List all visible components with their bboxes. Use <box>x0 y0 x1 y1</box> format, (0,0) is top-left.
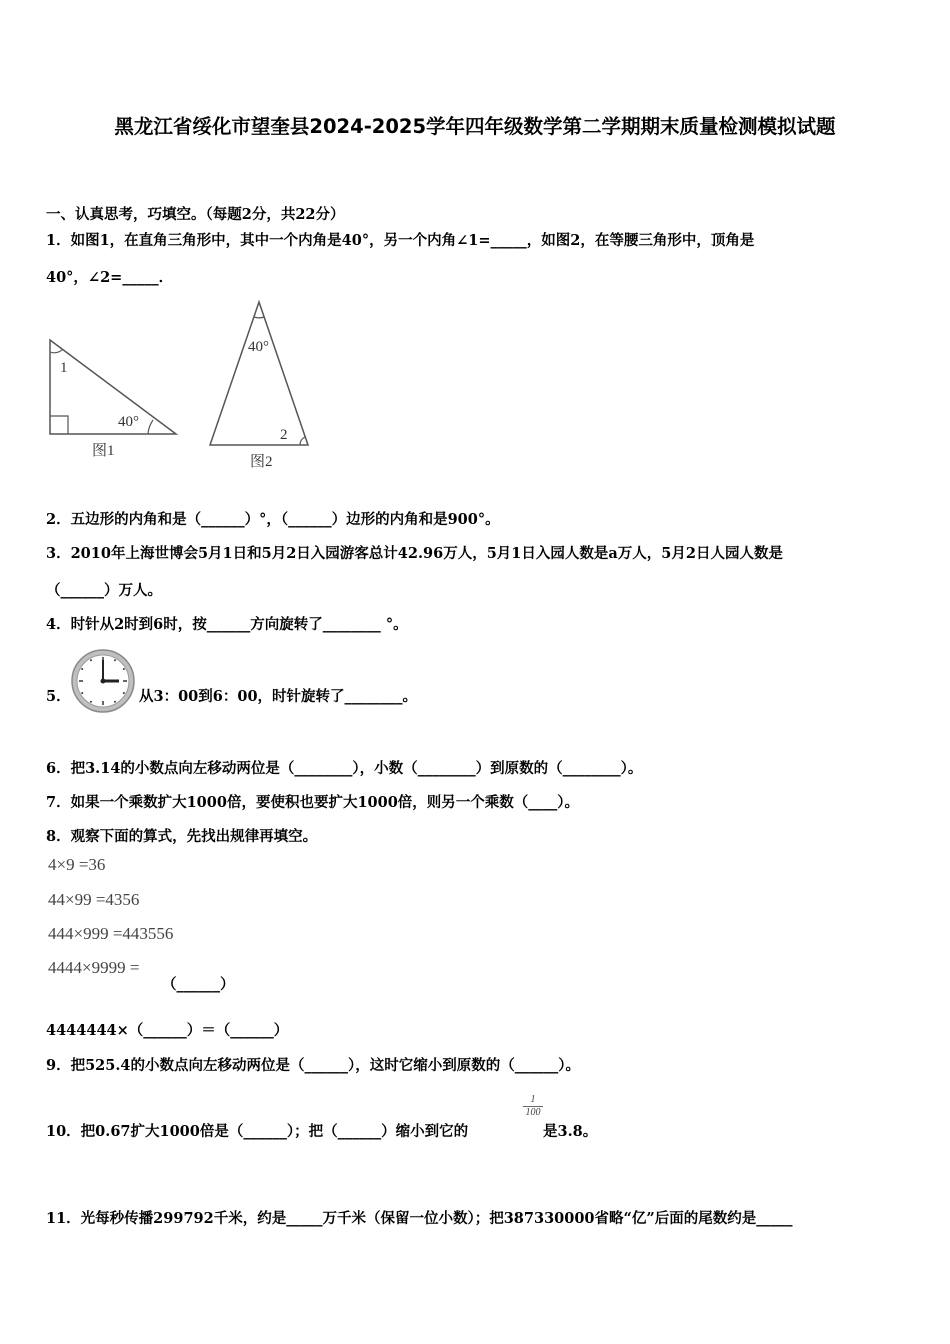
question-3-line-2: （______）万人。 <box>46 582 162 599</box>
angle-2-label: 2 <box>280 427 288 443</box>
question-8-last-line: 4444444×（______）＝（______） <box>46 1022 289 1039</box>
question-1-line-2: 40°，∠2=_____． <box>46 269 174 286</box>
fraction-1-over-100 <box>522 1094 544 1118</box>
right-triangle-shape <box>50 340 176 434</box>
fraction-numerator: 1 <box>530 1094 536 1105</box>
question-7: 7．如果一个乘数扩大1000倍，要使积也要扩大1000倍，则另一个乘数（____）。 <box>46 794 580 811</box>
formula-1: 4×9 =36 <box>48 855 106 874</box>
fraction-denominator: 100 <box>525 1107 541 1118</box>
question-11: 11．光每秒传播299792千米，约是_____万千米（保留一位小数）；把387330000省略“亿”后面的尾数约是_____ <box>46 1210 793 1227</box>
figure-2-isosceles-triangle <box>204 296 314 474</box>
question-2: 2．五边形的内角和是（______）°，（______）边形的内角和是900°。 <box>46 511 500 528</box>
section-heading: 一、认真思考，巧填空。（每题2分，共22分） <box>46 206 345 223</box>
question-5: 从3：00到6：00，时针旋转了________。 <box>139 688 418 705</box>
isosceles-triangle-shape <box>210 302 308 445</box>
question-1-line-1: 1．如图1，在直角三角形中，其中一个内角是40°，另一个内角∠1=_____，如图2，在等腰三角形中，顶角是 <box>46 232 755 249</box>
question-3-line-1: 3．2010年上海世博会5月1日和5月2日入园游客总计42.96万人，5月1日入园人数是a万人，5月2日人园人数是 <box>46 545 783 562</box>
question-8: 8．观察下面的算式，先找出规律再填空。 <box>46 828 318 845</box>
formula-4-blank: （______） <box>162 976 235 993</box>
angle-40-label: 40° <box>118 414 139 430</box>
angle-1-label: 1 <box>60 360 68 376</box>
right-angle-mark <box>50 416 68 434</box>
angle-40-arc <box>148 420 153 434</box>
apex-angle-label: 40° <box>248 339 269 355</box>
question-10-part-a: 10．把0.67扩大1000倍是（______）；把（______）缩小到它的 <box>46 1123 469 1140</box>
question-5-number: 5． <box>46 688 71 705</box>
figure-1-right-triangle <box>44 330 184 460</box>
angle-2-arc <box>300 437 305 445</box>
page-title: 黑龙江省绥化市望奎县2024-2025学年四年级数学第二学期期末质量检测模拟试题 <box>114 115 836 138</box>
formula-2: 44×99 =4356 <box>48 890 140 909</box>
figure-1-caption: 图1 <box>92 443 115 459</box>
question-4: 4．时针从2时到6时，按______方向旋转了________ °。 <box>46 616 408 633</box>
formula-4: 4444×9999 = <box>48 958 140 977</box>
angle-1-arc <box>50 349 63 353</box>
question-10-part-b: 是3.8。 <box>543 1123 598 1140</box>
formula-3: 444×999 =443556 <box>48 924 174 943</box>
question-9: 9．把525.4的小数点向左移动两位是（______），这时它缩小到原数的（______）。 <box>46 1057 580 1074</box>
question-6: 6．把3.14的小数点向左移动两位是（________），小数（________）到原数的（________）。 <box>46 760 643 777</box>
apex-angle-arc <box>254 317 264 318</box>
figure-2-caption: 图2 <box>250 454 273 470</box>
clock-icon <box>70 648 136 714</box>
